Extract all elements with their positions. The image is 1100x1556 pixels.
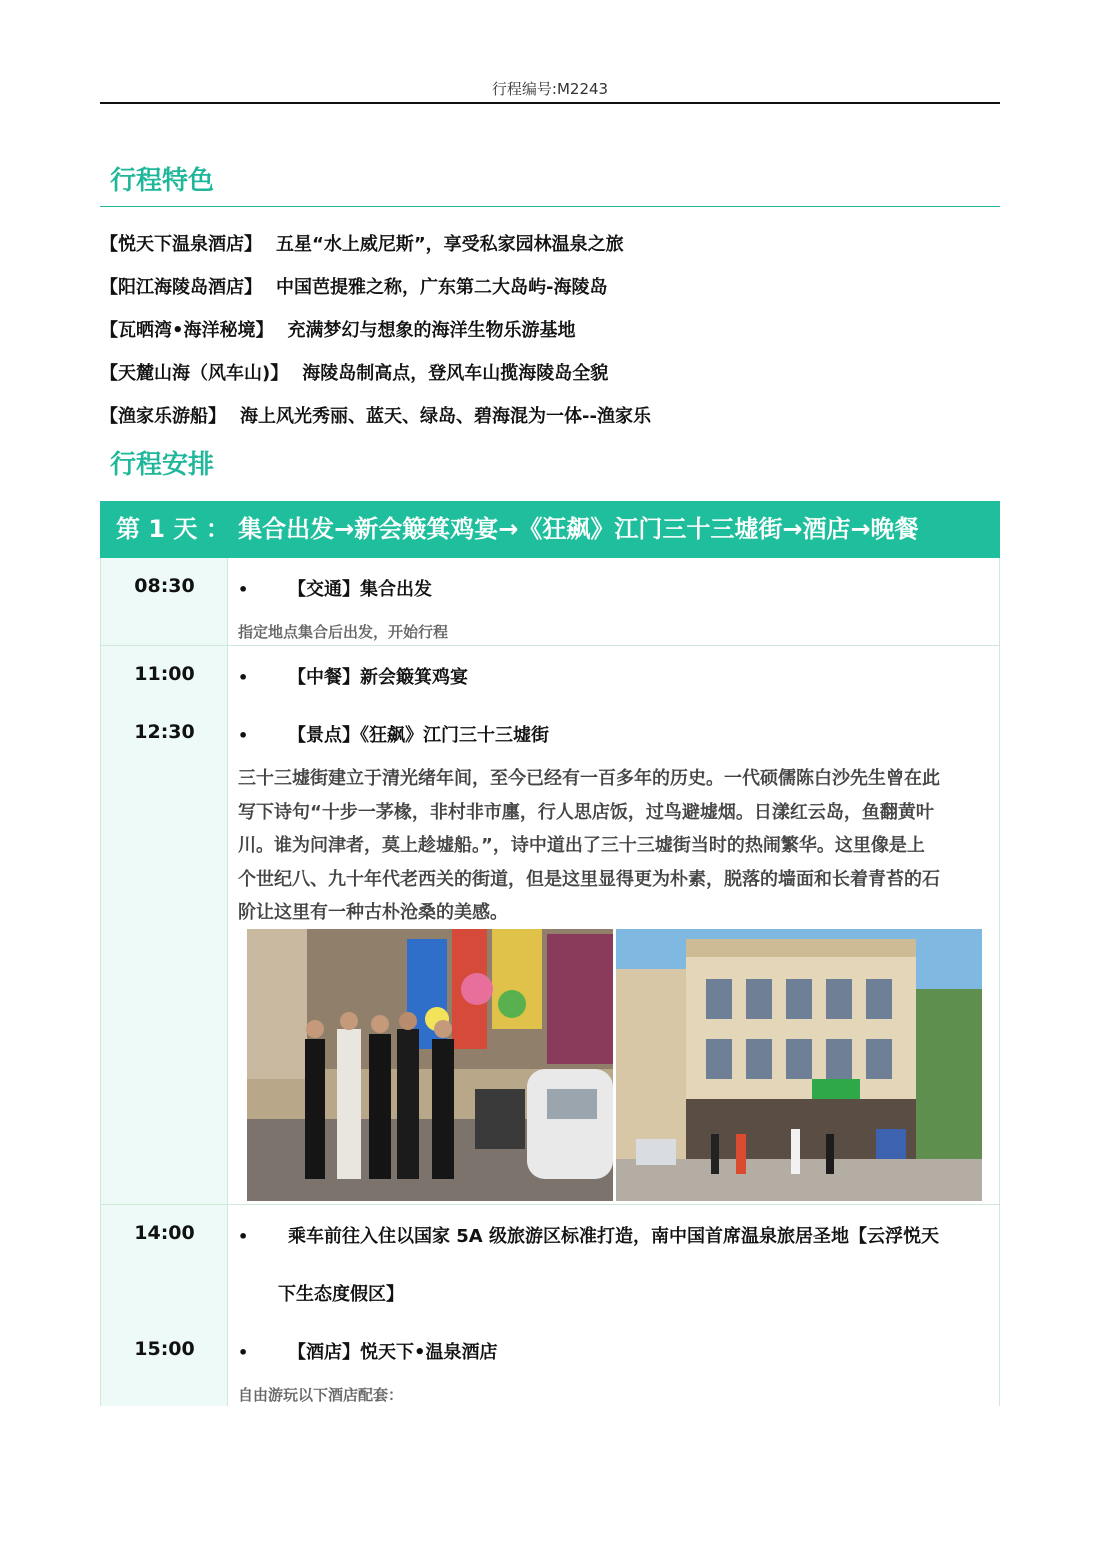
event-time: 15:00 [134,1338,195,1360]
colonial-building-photo [616,929,982,1201]
features-list [100,228,1000,443]
event-entry: • 【交通】集合出发 [238,579,432,600]
event-entry: • 【酒店】悦天下•温泉酒店 [238,1342,498,1363]
event-time: 11:00 [134,663,195,685]
block-divider [101,645,999,646]
event-time: 14:00 [134,1222,195,1244]
itinerary-number: 行程编号:M2243 [100,78,1000,104]
day-1-timeline [100,558,1000,1406]
street-crowd-photo [247,929,613,1201]
attraction-description: 三十三墟街建立于清光绪年间，至今已经有一百多年的历史。一代硕儒陈白沙先生曾在此 写下诗句“十步一茅椽，非村非市廛，行人思店饭，过鸟避墟烟。日漾红云岛，鱼翻黄叶 川。谁为问津者，莫上趁墟船。”，诗中道出了三十三墟街当时的热闹繁华。这里像是上 个世纪八、九十年代老西关的街道，但是这里显得更为朴素，脱落的墙面和长着青苔的石 阶让这里有一种古朴沧桑的美感。 [238,768,940,923]
event-entry: • 【景点】《狂飙》江门三十三墟街 [238,725,549,746]
event-subtext: 指定地点集合后出发，开始行程 [238,623,449,641]
features-title: 行程特色 [110,166,215,196]
schedule-title: 行程安排 [110,450,215,480]
event-time: 12:30 [134,721,195,743]
feature-item: 【悦天下温泉酒店】 五星“水上威尼斯”，享受私家园林温泉之旅 [100,234,624,255]
feature-item: 【天麓山海（风车山)】 海陵岛制高点，登风车山揽海陵岛全貌 [100,363,609,384]
time-column [101,558,228,1406]
day-1-banner: 第 1 天 ： 集合出发→新会簸箕鸡宴→《狂飙》江门三十三墟街→酒店→晚餐 [100,501,1000,558]
block-divider [101,1204,999,1205]
event-entry: • 乘车前往入住以国家 5A 级旅游区标准打造，南中国首席温泉旅居圣地【云浮悦天 下生态度假区】 [238,1226,939,1305]
event-subtext: 自由游玩以下酒店配套： [238,1386,404,1404]
feature-item: 【瓦晒湾•海洋秘境】 充满梦幻与想象的海洋生物乐游基地 [100,320,576,341]
features-divider [100,206,1000,207]
feature-item: 【渔家乐游船】 海上风光秀丽、蓝天、绿岛、碧海混为一体--渔家乐 [100,406,651,427]
event-entry: • 【中餐】新会簸箕鸡宴 [238,667,468,688]
feature-item: 【阳江海陵岛酒店】 中国芭提雅之称，广东第二大岛屿-海陵岛 [100,277,608,298]
event-time: 08:30 [134,575,195,597]
